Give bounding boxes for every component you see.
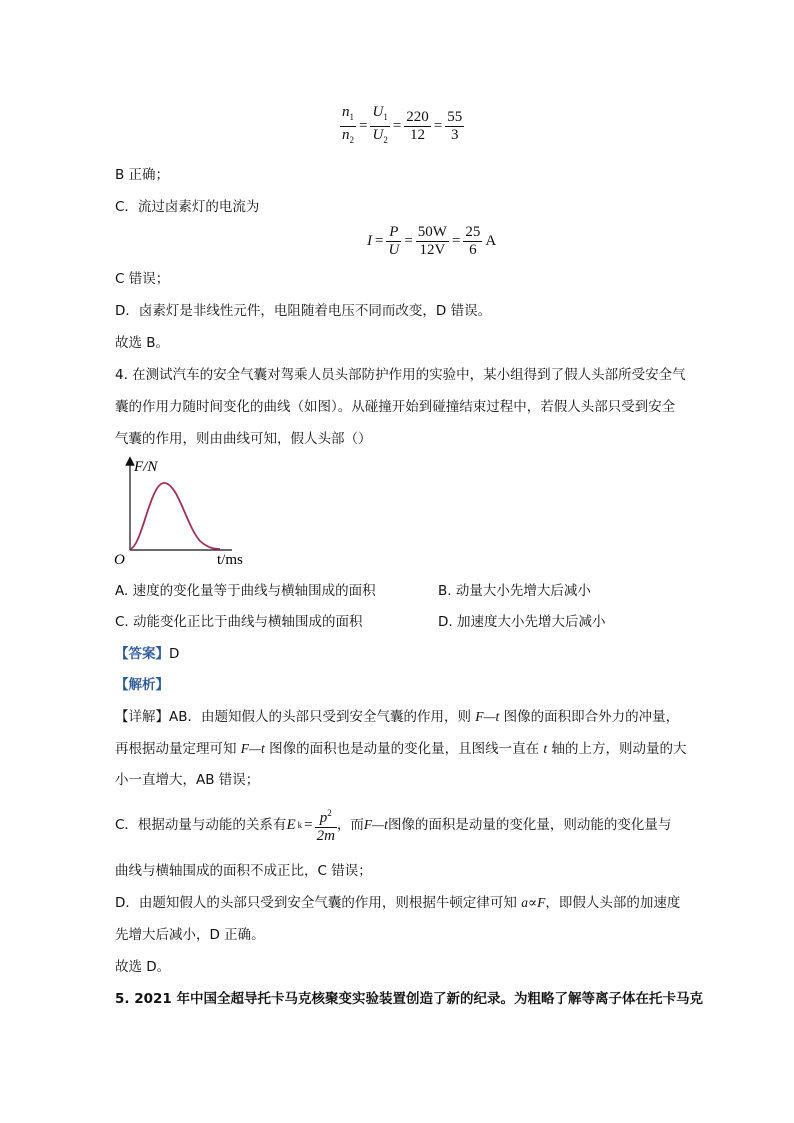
detail-ab-line-2: 再根据动量定理可知 F—t 图像的面积也是动量的变化量，且图线一直在 t 轴的上方，则动量的大 <box>115 741 687 757</box>
y-axis-label: F/N <box>134 459 158 475</box>
answer-label: 【答案】 <box>115 646 169 662</box>
detail-ab-line-3: 小一直增大，AB 错误； <box>115 772 260 788</box>
analysis-label: 【解析】 <box>115 677 169 693</box>
option-a: A. 速度的变化量等于曲线与横轴围成的面积 <box>115 583 376 599</box>
detail-c-line-2: 曲线与横轴围成的面积不成正比，C 错误； <box>115 863 372 879</box>
x-axis-label: t/ms <box>217 552 243 568</box>
text-d-wrong: D．卤素灯是非线性元件，电阻随着电压不同而改变，D 错误。 <box>115 303 492 319</box>
answer-value: D <box>169 646 180 662</box>
detail-choose-d: 故选 D。 <box>115 959 171 975</box>
force-curve <box>130 483 220 549</box>
question-5-line-1: 5. 2021 年中国全超导托卡马克核聚变实验装置创造了新的纪录。为粗略了解等离子体在托卡马克 <box>115 991 703 1007</box>
detail-d-line-2: 先增大后减小，D 正确。 <box>115 927 265 943</box>
detail-d-line-1: D．由题知假人的头部只受到安全气囊的作用，则根据牛顿定律可知 a∝F，即假人头部的加速度 <box>115 895 681 911</box>
equation-current: I = $\frac{P}{U}$ = $\frac{50W}{12V}$ = $\frac{25}{6}$ A <box>367 224 497 258</box>
question-4-line-2: 囊的作用力随时间变化的曲线（如图）。从碰撞开始到碰撞结束过程中，若假人头部只受到安全 <box>115 399 676 415</box>
force-time-graph <box>112 455 262 575</box>
option-d: D. 加速度大小先增大后减小 <box>438 614 606 630</box>
text-c-wrong: C 错误； <box>115 271 170 287</box>
detail-c-line-1: C．根据动量与动能的关系有 E k = $\frac{p^2}{2m}$ ，而 F—t 图像的面积是动量的变化量，则动能的变化量与 <box>115 805 671 845</box>
kinetic-energy-formula: E k = $\frac{p^2}{2m}$ <box>286 805 336 845</box>
origin-label: O <box>114 552 125 568</box>
option-c: C. 动能变化正比于曲线与横轴围成的面积 <box>115 614 363 630</box>
question-4-line-3: 气囊的作用，则由曲线可知，假人头部（） <box>115 431 372 447</box>
answer-line <box>115 645 179 663</box>
text-b-correct: B 正确； <box>115 167 170 183</box>
equation-turns-ratio: $\frac{n_1}{n_2}$ = $\frac{U_1}{U_2}$ = $\frac{220}{12}$ = $\frac{55}{3}$ <box>342 104 463 145</box>
question-4-line-1: 4. 在测试汽车的安全气囊对驾乘人员头部防护作用的实验中，某小组得到了假人头部所受安全气 <box>115 367 686 383</box>
option-b: B. 动量大小先增大后减小 <box>438 583 591 599</box>
detail-ab-line-1: 【详解】AB．由题知假人的头部只受到安全气囊的作用，则 F—t 图像的面积即合外力的冲量， <box>115 709 680 725</box>
text-choose-b: 故选 B。 <box>115 335 170 351</box>
text-c-intro: C．流过卤素灯的电流为 <box>115 199 260 215</box>
